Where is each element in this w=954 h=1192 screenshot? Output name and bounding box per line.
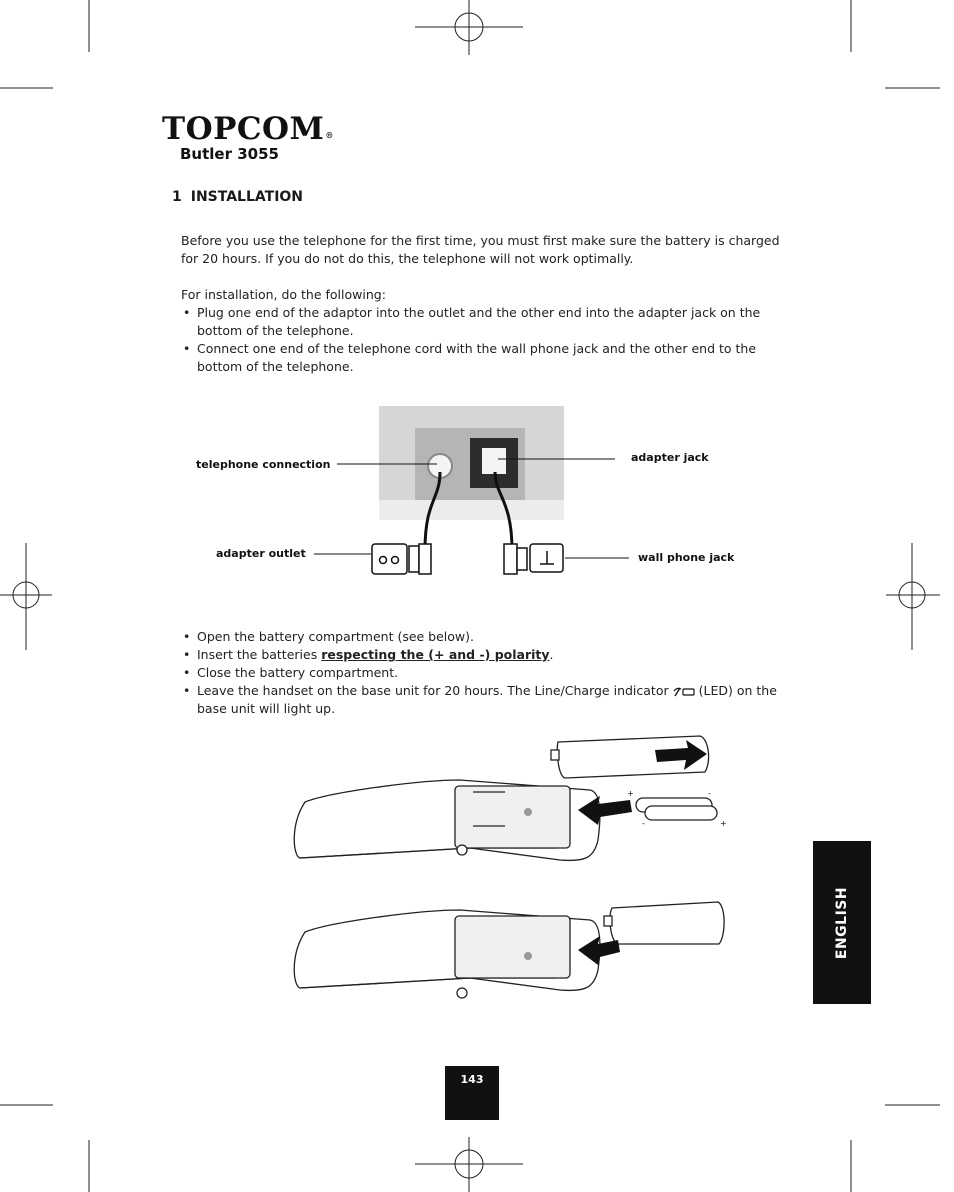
label-adapter-outlet: adapter outlet [216, 547, 306, 560]
adapter-outlet-icon [372, 544, 431, 574]
svg-text:-: - [708, 789, 711, 798]
page-number: 143 [445, 1066, 499, 1120]
install-steps-list [181, 304, 781, 376]
list-item: • Close the battery compartment. [181, 664, 781, 682]
label-telephone-connection: telephone connection [196, 458, 331, 471]
language-tab: ENGLISH [813, 841, 871, 1004]
label-wall-phone-jack: wall phone jack [638, 551, 735, 564]
intro-paragraph: Before you use the telephone for the first time, you must first make sure the battery is charged for 20 hours. If you do not do this, the telephone will not work optimally. [181, 233, 780, 266]
list-item: • Insert the batteries respecting the (+ and -) polarity. [181, 646, 781, 664]
svg-text:-: - [642, 819, 645, 828]
list-item: • Plug one end of the adaptor into the outlet and the other end into the adapter jack on the bottom of the telephone. [181, 304, 781, 340]
connection-diagram [0, 400, 954, 585]
polarity-emphasis: respecting the (+ and -) polarity [321, 647, 550, 662]
list-item: • Open the battery compartment (see below). [181, 628, 781, 646]
list-item: • Leave the handset on the base unit for 20 hours. The Line/Charge indicator (LED) on the base unit will light up. [181, 682, 781, 718]
section-heading [172, 189, 303, 205]
battery-steps-list [181, 628, 781, 718]
battery-cover-inserting [604, 902, 724, 944]
wall-phone-jack-icon [504, 544, 563, 574]
label-adapter-jack: adapter jack [631, 451, 709, 464]
section-title: INSTALLATION [190, 189, 304, 205]
svg-text:+: + [627, 789, 634, 798]
list-item: • Connect one end of the telephone cord with the wall phone jack and the other end to the bottom of the telephone. [181, 340, 781, 376]
handset-open [294, 780, 600, 860]
handset-closing [294, 910, 600, 998]
battery-pair [636, 798, 717, 820]
battery-illustration [0, 730, 954, 1030]
line-charge-led-icon [672, 686, 696, 698]
arrow-insert-batteries [578, 796, 632, 825]
svg-text:+: + [720, 819, 727, 828]
topcom-logo: TOPCOM® [162, 111, 334, 147]
section-number: 1 [172, 189, 182, 205]
model-name: Butler 3055 [180, 145, 279, 163]
install-intro: For installation, do the following: [181, 287, 386, 302]
